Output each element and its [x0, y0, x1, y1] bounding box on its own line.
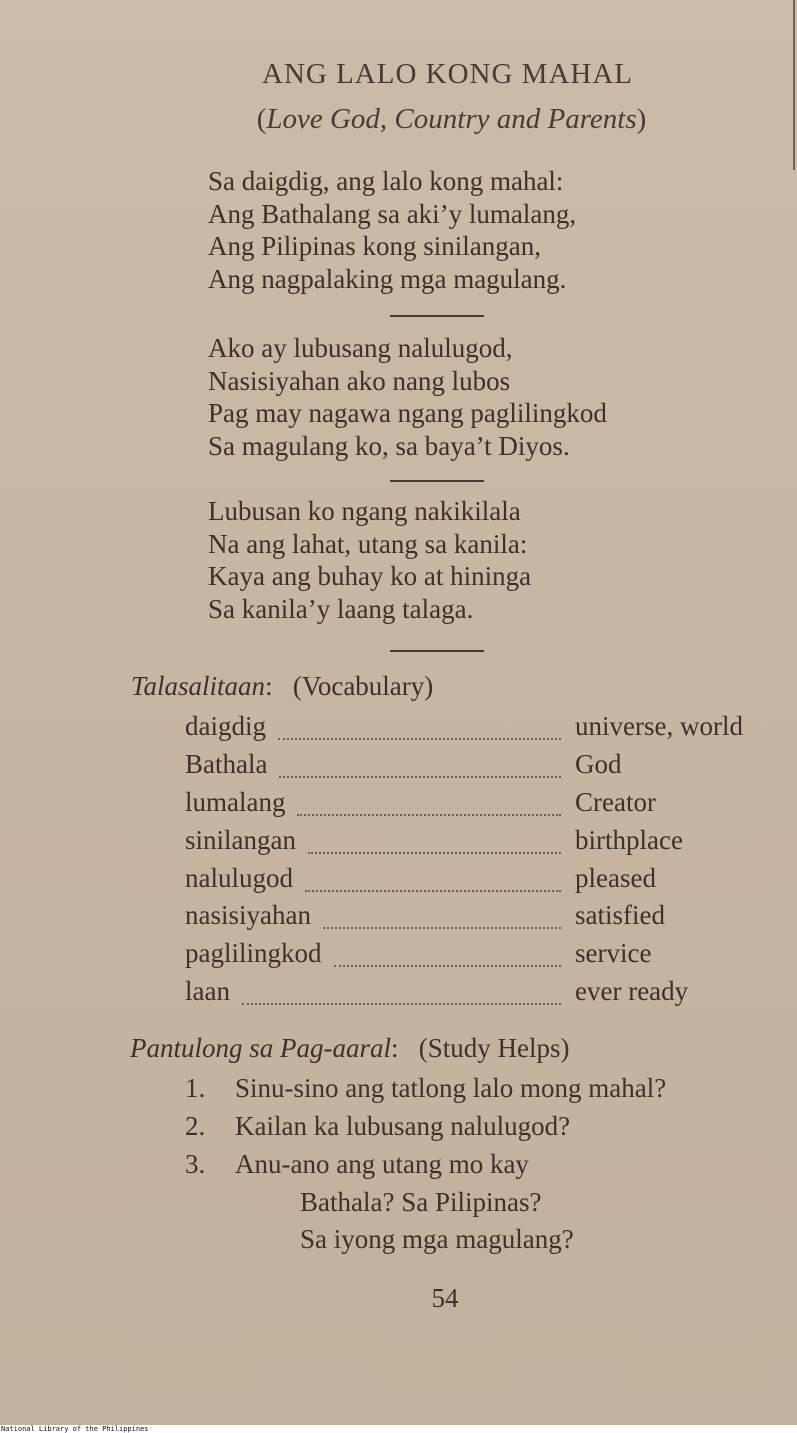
- vocab-term: laan: [185, 976, 230, 1006]
- vocab-term: nalulugod: [185, 863, 293, 893]
- stanza-divider: [390, 650, 484, 652]
- question-number: 3.: [185, 1149, 206, 1179]
- poem-subtitle: (Love God, Country and Parents): [256, 103, 647, 135]
- poem-line: Sa magulang ko, sa baya’t Diyos.: [208, 430, 570, 461]
- poem-line: Nasisiyahan ako nang lubos: [208, 365, 511, 396]
- vocab-term: daigdig: [185, 711, 266, 741]
- dot-leader: [278, 738, 561, 740]
- vocabulary-heading-translation: (Vocabulary): [292, 671, 434, 701]
- dot-leader: [334, 965, 562, 967]
- dot-leader: [297, 814, 561, 816]
- poem-line: Sa kanila’y laang talaga.: [208, 593, 474, 624]
- vocab-definition: ever ready: [575, 976, 689, 1006]
- vocab-row: [185, 863, 775, 899]
- study-helps-heading-label: Pantulong sa Pag-aaral: [130, 1033, 391, 1063]
- poem-line: Sa daigdig, ang lalo kong mahal:: [208, 166, 564, 196]
- dot-leader: [305, 890, 561, 892]
- page-number: 54: [431, 1283, 459, 1313]
- study-helps-heading: Pantulong sa Pag-aaral: (Study Helps): [130, 1033, 570, 1063]
- vocabulary-heading-label: Talasalitaan: [131, 671, 266, 701]
- question-text: Anu-ano ang utang mo kay: [235, 1149, 529, 1179]
- question-text: Kailan ka lubusang nalulugod?: [235, 1111, 571, 1141]
- vocab-definition: birthplace: [575, 825, 683, 855]
- vocab-definition: Creator: [575, 787, 656, 817]
- vocab-definition: universe, world: [575, 711, 743, 741]
- stanza-2: [208, 332, 607, 462]
- dot-leader: [323, 927, 561, 929]
- poem-subtitle-text: Love God, Country and Parents: [266, 103, 637, 135]
- poem-line: Ang Bathalang sa aki’y lumalang,: [208, 198, 577, 229]
- study-question: [185, 1073, 666, 1104]
- dot-leader: [308, 852, 561, 854]
- vocab-definition: God: [575, 749, 622, 779]
- study-question: [185, 1149, 529, 1180]
- question-text: Sinu-sino ang tatlong lalo mong mahal?: [235, 1073, 667, 1103]
- vocab-row: [185, 787, 775, 823]
- vocab-term: sinilangan: [185, 825, 296, 855]
- poem-line: Na ang lahat, utang sa kanila:: [208, 528, 528, 559]
- vocab-row: [185, 976, 775, 1012]
- study-question: [185, 1111, 570, 1142]
- vocab-row: [185, 711, 775, 747]
- stanza-1: [208, 165, 576, 295]
- vocab-definition: service: [575, 938, 652, 968]
- stanza-divider: [390, 315, 484, 317]
- poem-line: Lubusan ko ngang nakikilala: [208, 496, 521, 526]
- poem-line: Ako ay lubusang nalulugod,: [208, 333, 513, 363]
- question-continuation: Sa iyong mga magulang?: [300, 1224, 574, 1254]
- dot-leader: [242, 1003, 561, 1005]
- vocab-row: [185, 749, 775, 785]
- poem-line: Ang nagpalaking mga magulang.: [208, 263, 567, 294]
- poem-line: Ang Pilipinas kong sinilangan,: [208, 231, 541, 261]
- dot-leader: [279, 776, 561, 778]
- vocabulary-heading: Talasalitaan: (Vocabulary): [131, 671, 434, 701]
- poem-line: Pag may nagawa ngang paglilingkod: [208, 398, 607, 428]
- vocab-term: paglilingkod: [185, 938, 322, 968]
- question-number: 2.: [185, 1111, 206, 1141]
- poem-title: ANG LALO KONG MAHAL: [262, 58, 633, 90]
- vocab-term: lumalang: [185, 787, 286, 817]
- footer-bar: [0, 1425, 797, 1433]
- vocab-definition: satisfied: [575, 900, 665, 930]
- question-continuation: Bathala? Sa Pilipinas?: [300, 1187, 542, 1217]
- vocab-row: [185, 900, 775, 936]
- stanza-divider: [390, 480, 484, 482]
- vocab-row: [185, 825, 775, 861]
- poem-line: Kaya ang buhay ko at hininga: [208, 561, 532, 591]
- study-helps-heading-translation: (Study Helps): [418, 1033, 570, 1063]
- footer-credit: National Library of the Philippines: [1, 1425, 149, 1433]
- vocab-definition: pleased: [575, 863, 656, 893]
- stanza-3: [208, 495, 531, 625]
- question-number: 1.: [185, 1073, 206, 1103]
- vocab-term: Bathala: [185, 749, 268, 779]
- vocab-term: nasisiyahan: [185, 900, 311, 930]
- vocab-row: [185, 938, 775, 974]
